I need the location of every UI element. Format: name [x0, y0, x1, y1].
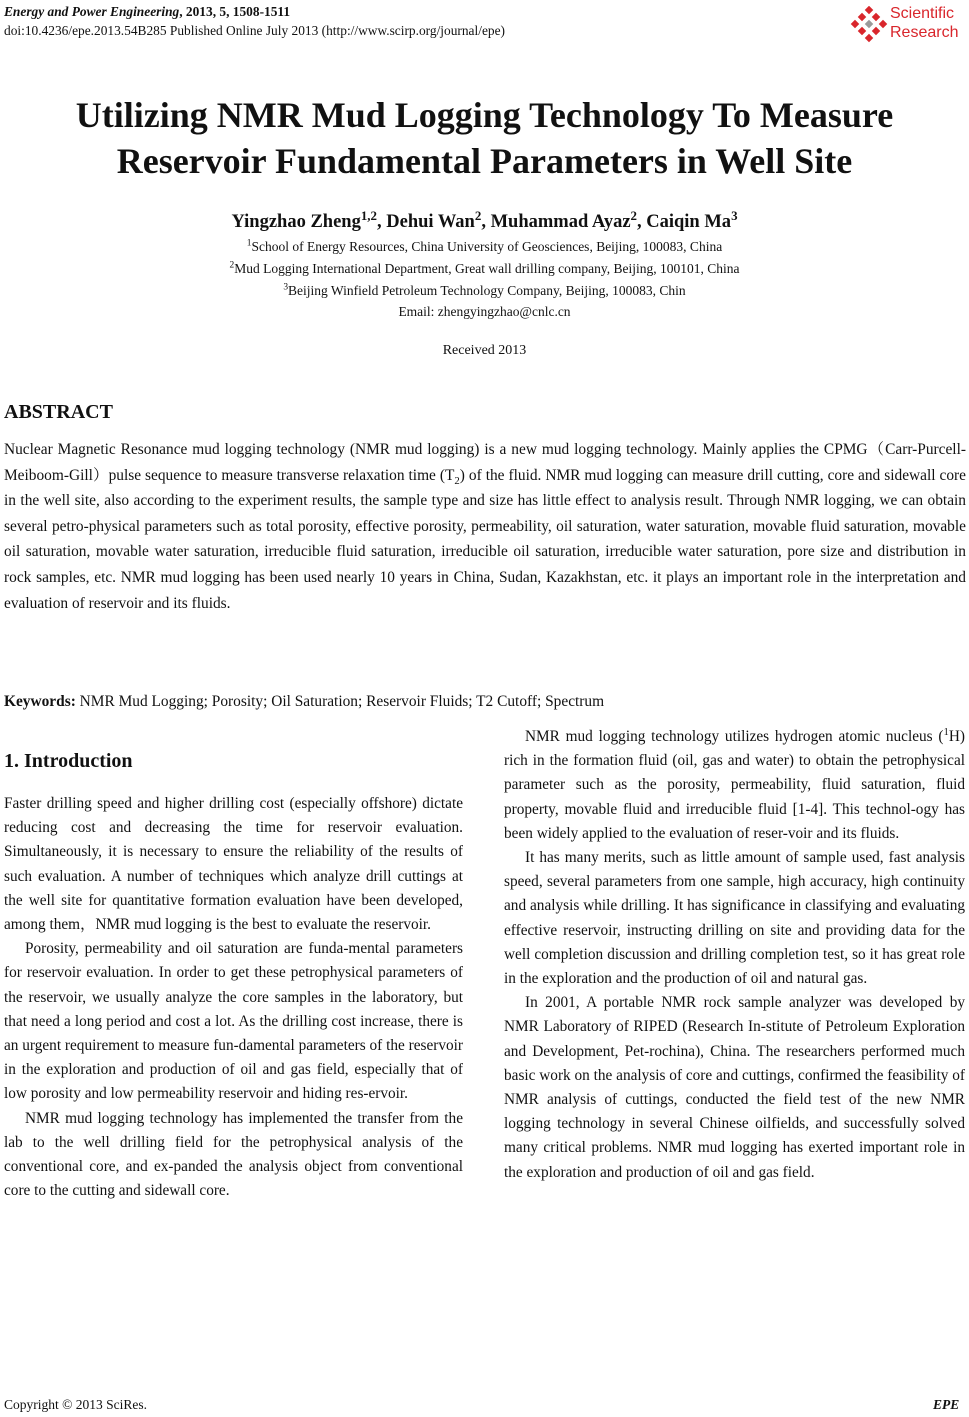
- author: [386, 207, 491, 232]
- keywords-label: Keywords:: [4, 693, 76, 710]
- author-name: Caiqin Ma: [646, 212, 732, 232]
- author-name: Muhammad Ayaz: [490, 212, 631, 232]
- t2-subscript: 2: [454, 474, 460, 487]
- affiliation-mark: 1: [246, 238, 252, 249]
- abstract-text-part-1: Nuclear Magnetic Resonance mud logging technology (NMR mud logging) is a new mud logging technology. Mainly applies the CPMG（Carr-Purcell-Meiboom-Gill）pulse sequence to measure transverse relaxation time (T: [4, 441, 966, 484]
- paper-title: [0, 92, 969, 184]
- author-separator: ,: [481, 212, 491, 232]
- journal-name: Energy and Power Engineering: [4, 4, 180, 19]
- author-name: Yingzhao Zheng: [231, 212, 361, 232]
- author-affiliation-mark: 1,2: [360, 207, 377, 223]
- journal-volume-pages: , 2013, 5, 1508-1511: [179, 4, 291, 19]
- journal-abbreviation: EPE: [933, 1397, 960, 1412]
- author: [490, 207, 647, 232]
- abstract-text-part-2: ) of the fluid. NMR mud logging can measure drill cutting, core and sidewall core in the well site, also according to the experiment results, the sample type and size has little effect to analysis result. Through NMR logging, we can obtain several petro-physical parameters such as total porosity, effective porosity, permeability, oil saturation, water saturation, movable fluid saturation, movable oil saturation, movable water saturation, irreducible fluid saturation, irreducible oil saturation, irreducible water saturation, pore size and distribution in rock samples, etc. NMR mud logging has been used nearly 10 years in China, Sudan, Kazakhstan, etc. it plays an important role in the interpretation and evaluation of reservoir and its fluids.: [4, 466, 966, 612]
- paragraph-text-part-1: NMR mud logging technology utilizes hydrogen atomic nucleus (: [525, 728, 944, 745]
- author-separator: ,: [377, 212, 387, 232]
- affiliation-text: Beijing Winfield Petroleum Technology Company, Beijing, 100083, Chin: [288, 283, 686, 298]
- author: [231, 207, 387, 232]
- affiliation-mark: 3: [283, 282, 289, 293]
- copyright-notice: Copyright © 2013 SciRes.: [4, 1397, 148, 1412]
- author-list: [0, 209, 969, 235]
- scientific-research-logo-icon: [850, 6, 888, 44]
- title-line-1: Utilizing NMR Mud Logging Technology To Measure: [75, 95, 894, 135]
- author-affiliation-mark: 2: [630, 207, 637, 223]
- affiliation: [0, 236, 969, 257]
- paragraph: NMR mud logging technology has implemented the transfer from the lab to the well drilling field for the petrophysical analysis of the conventional core, and ex-panded the analysis object from conventional core to the cutting and sidewall core.: [4, 1109, 463, 1200]
- author-separator: ,: [637, 212, 647, 232]
- journal-citation: [4, 2, 505, 21]
- logo-text: [890, 4, 958, 42]
- left-column: [4, 792, 463, 1203]
- paragraph: Faster drilling speed and higher drilling cost (especially offshore) dictate reducing cost and decreasing the time for reservoir evaluation. Simultaneously, it is necessary to ensure the reliability of the results of such evaluation. A number of techniques which analyze drill cuttings at the well site for quantitative formation evaluation have been developed, among them，NMR mud logging is the best to evaluate the reservoir.: [4, 795, 463, 934]
- paragraph: Porosity, permeability and oil saturation are funda-mental parameters for reservoir evaluation. In order to get these petrophysical parameters of the reservoir, we usually analyze the core samples in the laboratory, but that need a long period and cost a lot. As the drilling cost increase, there is an urgent requirement to measure fun-damental parameters of the reservoir in the exploration and production of oil and gas field, especially that of low porosity and low permeability reservoir and hiding res-ervoir.: [4, 940, 463, 1103]
- keywords-text: NMR Mud Logging; Porosity; Oil Saturation; Reservoir Fluids; T2 Cutoff; Spectrum: [75, 693, 605, 710]
- isotope-superscript: 1: [943, 725, 949, 738]
- paragraph: In 2001, A portable NMR rock sample analyzer was developed by NMR Laboratory of RIPED (Research In-stitute of Petroleum Exploration and Development, Pet-rochina), China. The researchers performed much basic work on the analysis of core and cuttings, confirmed the feasibility of NMR analysis of cuttings, conducted the field test of the new NMR logging technology in several Chinese oilfields, and successfully solved many critical problems. NMR mud logging has exerted important role in the exploration and production of oil and gas field.: [504, 994, 965, 1181]
- logo-line-1: Scientific: [890, 5, 955, 22]
- abstract-heading: ABSTRACT: [4, 401, 113, 423]
- paragraph: [504, 725, 965, 846]
- author-affiliation-mark: 3: [731, 207, 738, 223]
- affiliation-mark: 2: [229, 260, 235, 271]
- logo-line-2: Research: [890, 24, 959, 41]
- paragraph: It has many merits, such as little amount of sample used, fast analysis speed, several parameters from one sample, high accuracy, high continuity and analysis while drilling. It has significance in classifying and evaluating effective reservoir, instructing drilling on site and providing data for the well completion discussion and drilling completion test, so it has great role in the exploration and the production of oil and natural gas.: [504, 849, 965, 988]
- keywords: [4, 693, 604, 711]
- received-date: Received 2013: [442, 343, 527, 358]
- affiliation: [0, 280, 969, 301]
- doi-line: doi:10.4236/epe.2013.54B285 Published Online July 2013 (http://www.scirp.org/journal/epe): [4, 23, 505, 38]
- paragraph-text-part-2: H) rich in the formation fluid (oil, gas and water) to obtain the petrophysical parameter such as the porosity, permeability, fluid saturation, fluid property, movable fluid and irreducible fluid [1-4]. This technol-ogy has been widely applied to the evaluation of reser-voir and its fluids.: [504, 728, 965, 842]
- author-affiliation-mark: 2: [474, 207, 482, 223]
- journal-header: [4, 2, 505, 40]
- author-name: Dehui Wan: [386, 212, 475, 232]
- affiliation-text: Mud Logging International Department, Great wall drilling company, Beijing, 100101, China: [234, 261, 740, 276]
- email[interactable]: Email: zhengyingzhao@cnlc.cn: [398, 304, 571, 319]
- affiliation-text: School of Energy Resources, China University of Geosciences, Beijing, 100083, China: [251, 239, 723, 254]
- author: [646, 207, 738, 232]
- title-line-2: Reservoir Fundamental Parameters in Well Site: [116, 141, 853, 181]
- abstract-body: [4, 437, 966, 616]
- affiliation: [0, 258, 969, 279]
- right-column: [504, 725, 965, 1185]
- section-heading-introduction: 1. Introduction: [4, 750, 133, 772]
- publisher-logo[interactable]: [850, 4, 968, 46]
